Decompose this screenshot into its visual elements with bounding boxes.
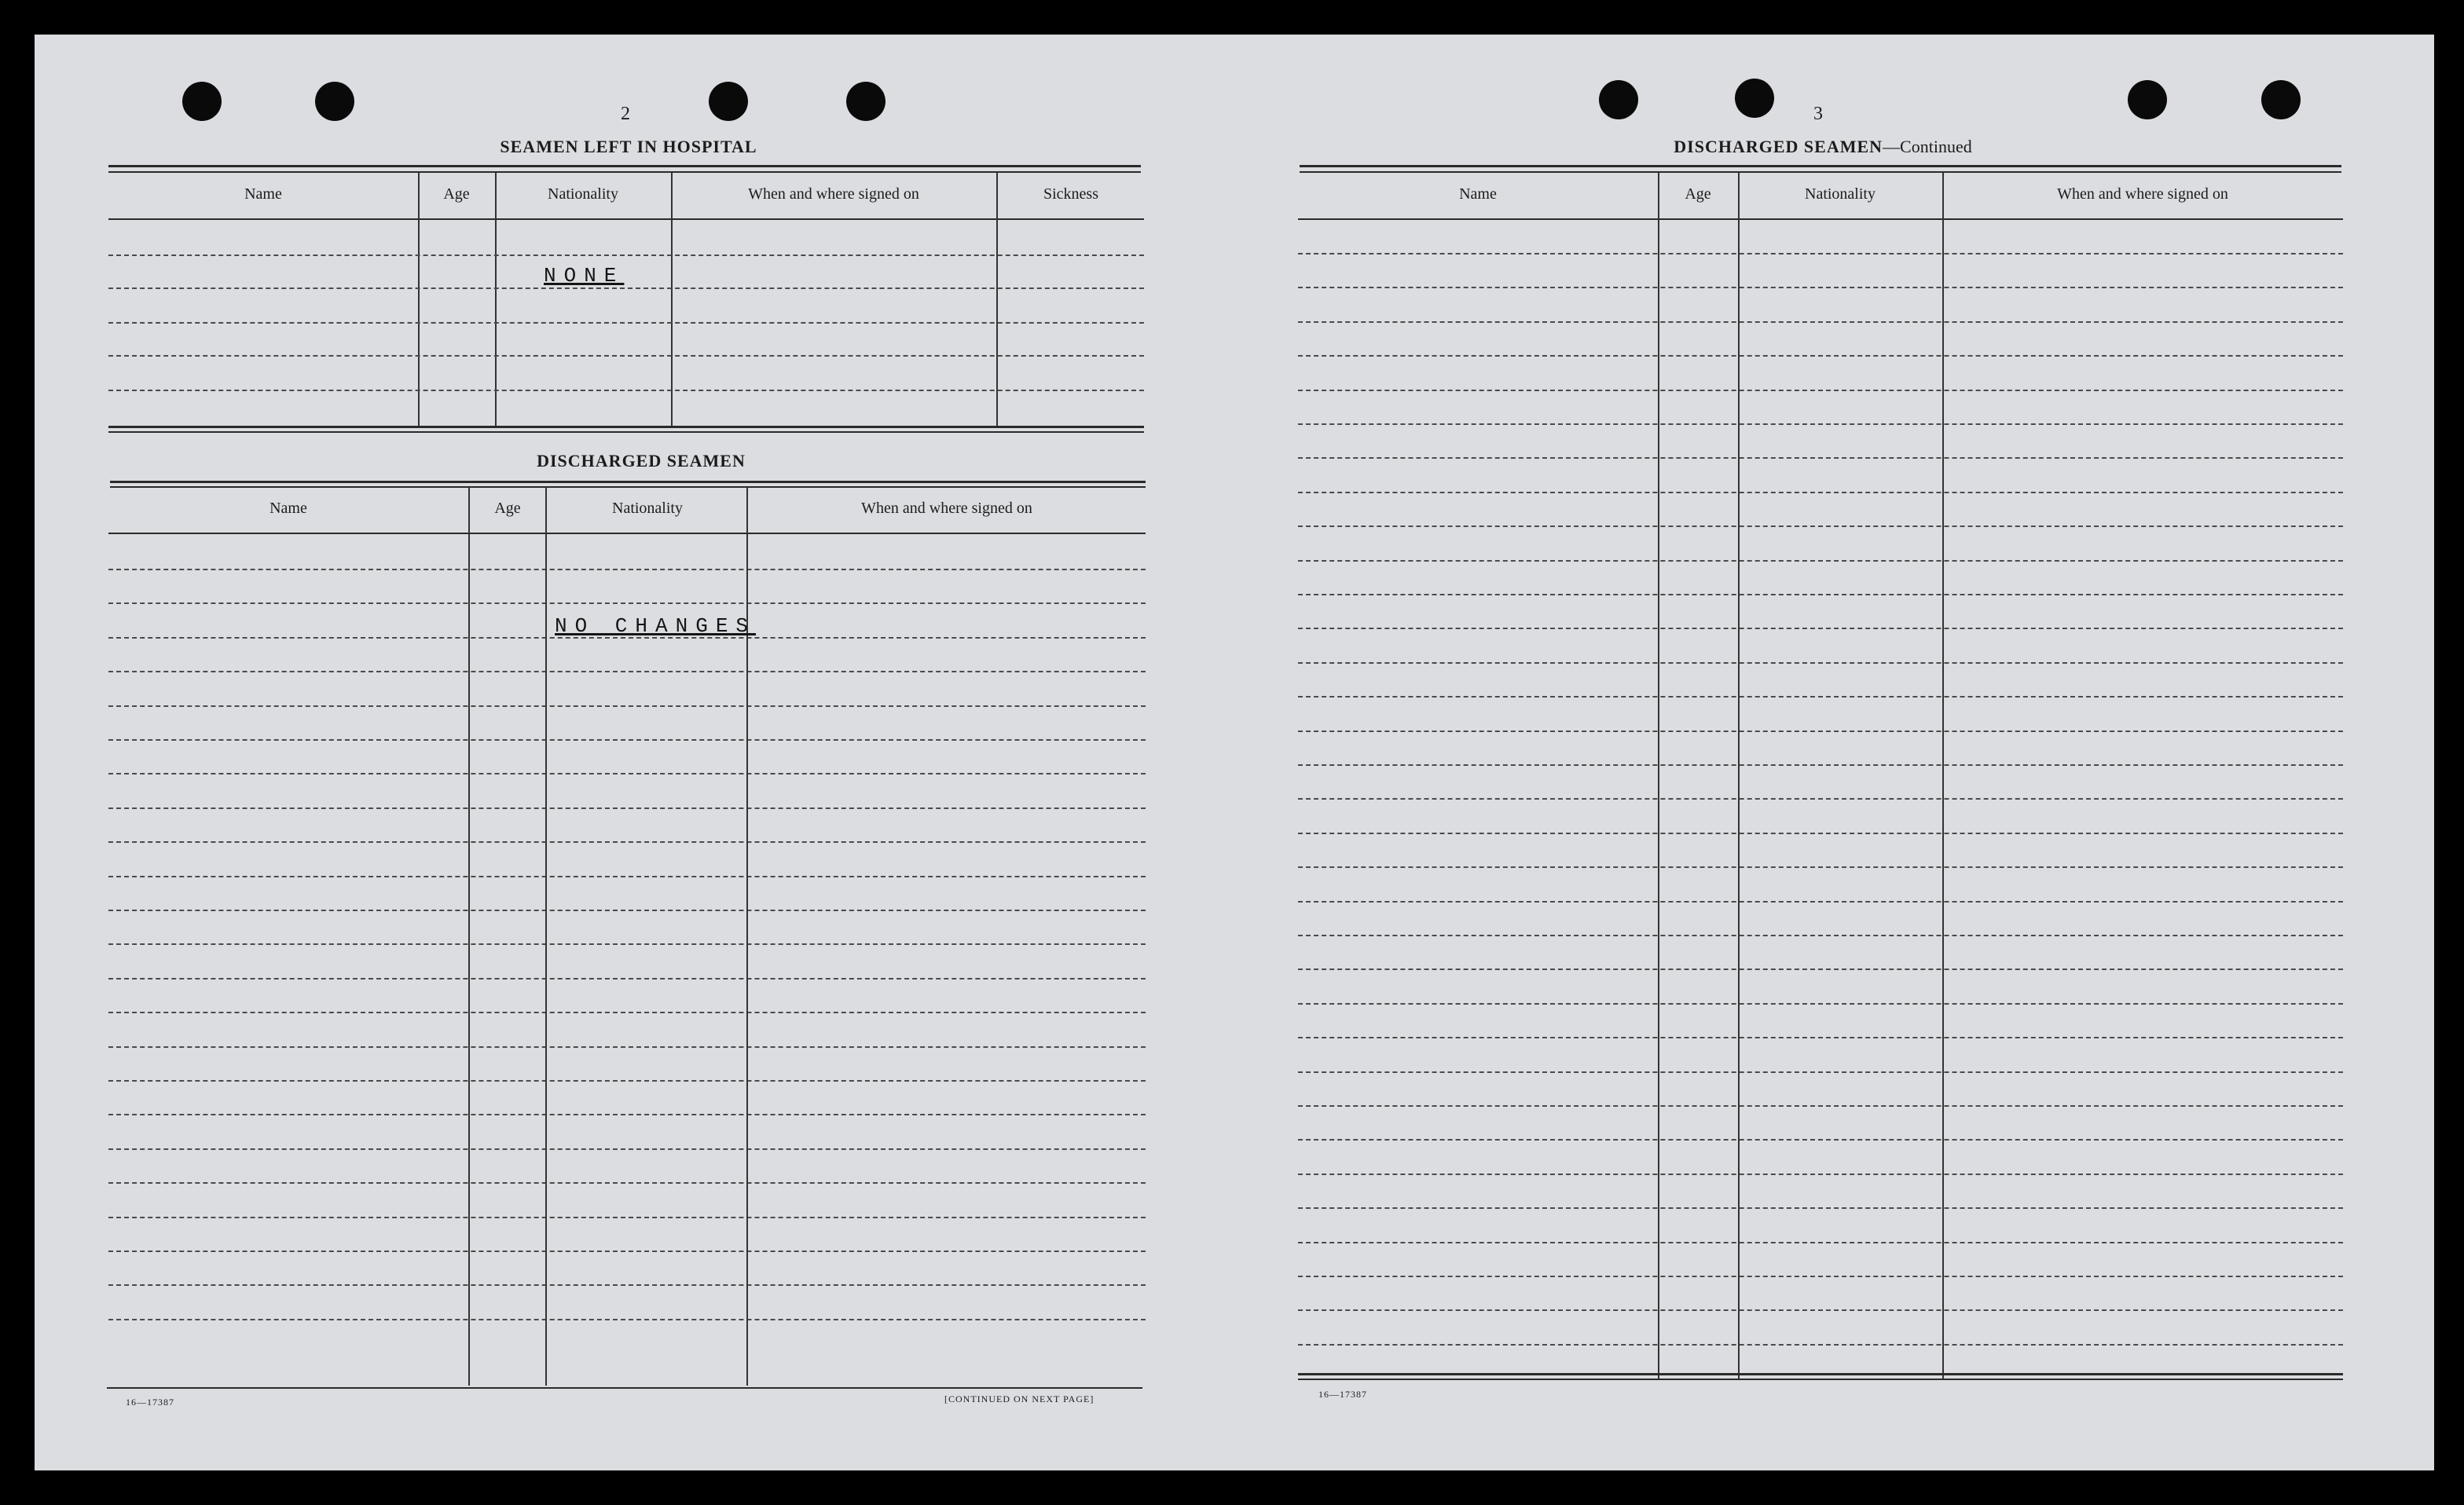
ruled-line [1298,1309,2343,1311]
hospital-col-age: Age [443,185,470,203]
rule [110,486,1146,488]
ruled-line [108,705,1146,707]
column-divider [495,173,497,426]
page-number-left: 2 [621,104,630,124]
ruled-line [108,807,1146,809]
ruled-line [1298,253,2343,254]
hospital-col-nationality: Nationality [548,185,618,203]
right-col-age: Age [1685,185,1711,203]
typed-entry-none: NONE [544,264,625,287]
ruled-line [1298,492,2343,493]
ruled-line [1298,866,2343,868]
punch-hole [182,82,222,121]
discharged-col-nationality: Nationality [612,500,683,517]
ruled-line [108,1319,1146,1320]
ruled-line [108,1080,1146,1082]
column-divider [418,173,420,426]
rule [108,533,1146,534]
column-divider [1658,173,1659,1379]
ruled-line [1298,1174,2343,1175]
ruled-line [1298,1242,2343,1243]
rule [108,165,1141,167]
ruled-line [108,355,1144,357]
ruled-line [1298,594,2343,595]
form-number-right: 16—17387 [1318,1389,1367,1400]
ruled-line [1298,1105,2343,1107]
ruled-line [1298,764,2343,766]
ruled-line [1298,457,2343,459]
hospital-section-title: SEAMEN LEFT IN HOSPITAL [500,137,757,156]
ruled-line [1298,1037,2343,1038]
right-col-nationality: Nationality [1805,185,1876,203]
column-divider [545,487,547,1386]
rule [108,431,1144,433]
ruled-line [108,876,1146,877]
ruled-line [108,910,1146,911]
rule [107,1387,1142,1389]
column-divider [468,487,470,1386]
rule [110,481,1146,483]
rule [1298,218,2343,220]
ruled-line [108,739,1146,741]
rule [1300,171,2341,173]
discharged-continued-title-main: DISCHARGED SEAMEN [1674,137,1883,156]
ruled-line [108,287,1144,289]
ruled-line [108,671,1146,672]
discharged-col-when-where: When and where signed on [861,500,1032,517]
ruled-line [1298,901,2343,903]
ruled-line [108,773,1146,774]
ruled-line [1298,1139,2343,1141]
discharged-continued-title [1603,137,2043,157]
ruled-line [1298,1071,2343,1073]
punch-hole [1735,79,1774,118]
ruled-line [108,1148,1146,1150]
ruled-line [1298,560,2343,562]
ruled-line [1298,731,2343,732]
ruled-line [1298,1207,2343,1209]
discharged-section-title: DISCHARGED SEAMEN [537,451,746,471]
discharged-continued-title-suffix: —Continued [1883,137,1972,156]
ruled-line [1298,969,2343,970]
ruled-line [108,254,1144,256]
ruled-line [108,1182,1146,1184]
column-divider [1942,173,1944,1379]
typed-entry-no-changes: NO CHANGES [555,614,757,638]
punch-hole [2128,80,2167,119]
ruled-line [1298,798,2343,800]
ruled-line [108,390,1144,391]
page-number-right: 3 [1813,104,1823,124]
discharged-col-name: Name [270,500,307,517]
column-divider [996,173,998,426]
discharged-col-age: Age [494,500,521,517]
hospital-col-when-where: When and where signed on [748,185,919,203]
rule [1298,1379,2343,1380]
ruled-line [1298,628,2343,629]
ruled-line [108,1114,1146,1115]
ruled-line [108,841,1146,843]
ruled-line [108,1046,1146,1048]
column-divider [671,173,673,426]
ruled-line [108,1217,1146,1218]
ruled-line [1298,833,2343,834]
punch-hole [709,82,748,121]
ruled-line [1298,321,2343,323]
punch-hole [315,82,354,121]
column-divider [1738,173,1740,1379]
ruled-line [1298,390,2343,391]
ruled-line [1298,1344,2343,1346]
rule [108,426,1144,428]
punch-hole [846,82,886,121]
ruled-line [1298,525,2343,527]
rule [1300,165,2341,167]
ruled-line [108,1251,1146,1252]
right-col-name: Name [1459,185,1497,203]
right-col-when-where: When and where signed on [2057,185,2228,203]
ruled-line [1298,287,2343,288]
ruled-line [108,322,1144,324]
ruled-line [108,1284,1146,1286]
ruled-line [1298,1003,2343,1005]
rule [1298,1373,2343,1375]
ruled-line [108,943,1146,945]
punch-hole [1599,80,1638,119]
ruled-line [108,978,1146,980]
ruled-line [1298,355,2343,357]
document-sheet [35,35,2434,1470]
hospital-col-name: Name [244,185,282,203]
ruled-line [1298,696,2343,698]
punch-hole [2261,80,2301,119]
ruled-line [1298,935,2343,936]
rule [108,171,1141,173]
ruled-line [1298,423,2343,425]
ruled-line [1298,662,2343,664]
ruled-line [108,602,1146,604]
hospital-col-sickness: Sickness [1043,185,1098,203]
form-number-left: 16—17387 [126,1397,174,1408]
ruled-line [1298,1276,2343,1277]
rule [108,218,1144,220]
continued-note: [CONTINUED ON NEXT PAGE] [944,1393,1094,1404]
ruled-line [108,1012,1146,1013]
ruled-line [108,569,1146,570]
